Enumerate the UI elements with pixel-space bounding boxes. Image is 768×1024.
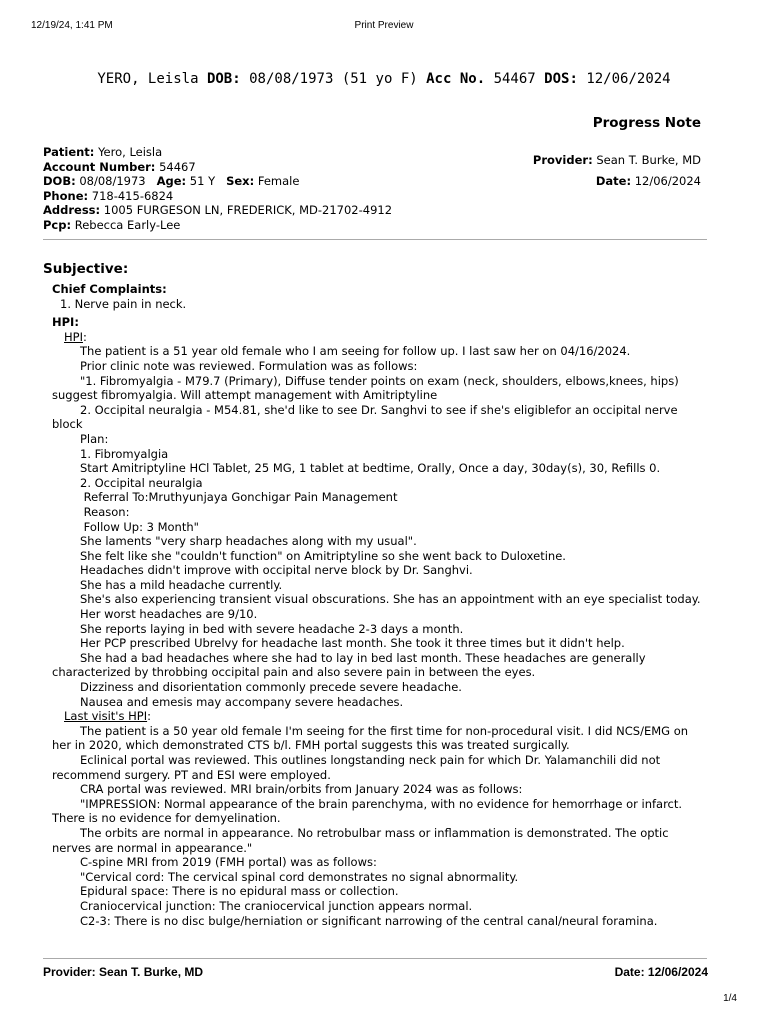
footer-divider — [43, 958, 707, 959]
hpi-line: 2. Occipital neuralgia - M54.81, she'd like to see Dr. Sanghvi to see if she's eligiblefor an occipital nerve — [80, 402, 678, 417]
account-value: 54467 — [159, 159, 196, 174]
provider-value: Sean T. Burke, MD — [596, 153, 701, 167]
title-acc-label: Acc No. — [426, 71, 486, 87]
hpi-line: Her PCP prescribed Ubrelvy for headache last month. She took it three times but it didn't help. — [80, 636, 625, 651]
patient-label: Patient: — [43, 145, 95, 159]
last-visit-line: C2-3: There is no disc bulge/herniation or significant narrowing of the central canal/neural foramina. — [80, 913, 658, 928]
last-visit-line: CRA portal was reviewed. MRI brain/orbits from January 2024 was as follows: — [80, 782, 523, 797]
title-acc-value: 54467 — [493, 71, 536, 87]
last-visit-line: Epidural space: There is no epidural mass or collection. — [80, 884, 399, 899]
hpi-line: She has a mild headache currently. — [80, 577, 283, 592]
address-label: Address: — [43, 203, 101, 218]
hpi-label: HPI: — [52, 315, 79, 330]
last-visit-line: The orbits are normal in appearance. No retrobulbar mass or inflammation is demonstrated. The optic — [80, 825, 669, 840]
hpi-sub-heading: HPI: — [64, 329, 87, 344]
provider-row — [533, 153, 701, 167]
hpi-line: The patient is a 51 year old female who I am seeing for follow up. I last saw her on 04/16/2024. — [80, 344, 631, 359]
patient-info-block — [43, 145, 392, 233]
hpi-line: She's also experiencing transient visual obscurations. She has an appointment with an eye specialist today. — [80, 592, 701, 607]
address-row — [43, 203, 392, 218]
hpi-line: Follow Up: 3 Month" — [80, 519, 199, 534]
pcp-value: Rebecca Early-Lee — [74, 217, 181, 232]
title-dos-label: DOS: — [544, 71, 578, 87]
provider-label: Provider: — [532, 153, 593, 167]
phone-row — [43, 189, 392, 204]
hpi-text — [52, 344, 702, 709]
hpi-line: Plan: — [80, 431, 109, 446]
last-visit-line: The patient is a 50 year old female I'm seeing for the first time for non-procedural visit. I did NCS/EMG on — [80, 723, 689, 738]
last-visit-text — [52, 724, 702, 928]
chief-complaints-label: Chief Complaints: — [52, 282, 167, 296]
footer-date: Date: 12/06/2024 — [614, 965, 708, 979]
hpi-line: suggest fibromyalgia. Will attempt management with Amitriptyline — [52, 388, 438, 403]
sex-label: Sex: — [226, 174, 255, 189]
hpi-line: Reason: — [80, 504, 130, 519]
dob-label: DOB: — [43, 174, 76, 189]
hpi-line: She reports laying in bed with severe headache 2-3 days a month. — [80, 621, 464, 636]
print-title: Print Preview — [354, 20, 414, 31]
hpi-line: Nausea and emesis may accompany severe headaches. — [80, 694, 404, 709]
chief-complaint-item: 1. Nerve pain in neck. — [60, 296, 187, 311]
title-dob-value: 08/08/1973 (51 yo F) — [249, 71, 418, 87]
last-visit-line: Eclinical portal was reviewed. This outlines longstanding neck pain for which Dr. Yalamanchili did not — [80, 753, 661, 767]
patient-title-line — [0, 71, 768, 87]
note-date-value: 12/06/2024 — [634, 174, 701, 188]
hpi-line: block — [52, 417, 83, 432]
title-patient-name: YERO, Leisla — [97, 71, 199, 87]
hpi-line: Headaches didn't improve with occipital nerve block by Dr. Sanghvi. — [80, 563, 473, 578]
hpi-line: Start Amitriptyline HCl Tablet, 25 MG, 1 tablet at bedtime, Orally, Once a day, 30day(s), 30, Refills 0. — [80, 461, 661, 476]
hpi-line: Dizziness and disorientation commonly precede severe headache. — [80, 680, 462, 695]
hpi-line: Referral To:Mruthyunjaya Gonchigar Pain Management — [80, 490, 398, 505]
subjective-body — [52, 282, 702, 928]
dob-value: 08/08/1973 — [79, 174, 146, 189]
last-visit-line: Craniocervical junction: The craniocervical junction appears normal. — [80, 898, 473, 913]
sex-value: Female — [257, 174, 300, 189]
last-visit-line: recommend surgery. PT and ESI were employed. — [52, 767, 331, 782]
hpi-line: Her worst headaches are 9/10. — [80, 607, 258, 622]
hpi-line: characterized by throbbing occipital pain and also severe pain in between the eyes. — [52, 665, 536, 680]
pcp-label: Pcp: — [43, 217, 72, 232]
subjective-heading: Subjective: — [43, 261, 129, 277]
age-value: 51 Y — [189, 174, 216, 189]
patient-name-value: Yero, Leisla — [98, 145, 163, 159]
age-label: Age: — [156, 174, 187, 189]
hpi-line: 1. Fibromyalgia — [80, 446, 169, 461]
last-visit-heading: Last visit's HPI: — [64, 709, 151, 724]
title-dob-label: DOB: — [206, 71, 241, 87]
document-type-heading: Progress Note — [592, 115, 701, 131]
account-number-row — [43, 160, 392, 175]
hpi-line: 2. Occipital neuralgia — [80, 475, 203, 490]
last-visit-line: her in 2020, which demonstrated CTS b/l. FMH portal suggests this was treated surgically. — [52, 738, 570, 753]
footer-provider: Provider: Sean T. Burke, MD — [43, 965, 204, 979]
title-dos-value: 12/06/2024 — [586, 71, 671, 87]
hpi-line: "1. Fibromyalgia - M79.7 (Primary), Diffuse tender points on exam (neck, shoulders, elbows,knees, hips) — [80, 373, 679, 388]
page-number: 1/4 — [723, 993, 737, 1004]
last-visit-line: "Cervical cord: The cervical spinal cord demonstrates no signal abnormality. — [80, 869, 519, 884]
last-visit-line: "IMPRESSION: Normal appearance of the brain parenchyma, with no evidence for hemorrhage or infarct. — [80, 796, 683, 811]
last-visit-line: nerves are normal in appearance." — [52, 840, 253, 855]
pcp-row — [43, 218, 392, 233]
address-value: 1005 FURGESON LN, FREDERICK, MD-21702-4912 — [103, 203, 393, 218]
note-date-row — [596, 174, 701, 188]
hpi-line: Prior clinic note was reviewed. Formulation was as follows: — [80, 358, 418, 373]
last-visit-line: C-spine MRI from 2019 (FMH portal) was as follows: — [80, 855, 377, 870]
patient-name-row — [43, 145, 392, 160]
dob-age-sex-row — [43, 174, 392, 189]
last-visit-line: There is no evidence for demyelination. — [52, 811, 281, 826]
phone-label: Phone: — [43, 188, 89, 203]
note-date-label: Date: — [595, 174, 632, 188]
hpi-line: She felt like she "couldn't function" on Amitriptyline so she went back to Duloxetine. — [80, 548, 566, 563]
print-datetime: 12/19/24, 1:41 PM — [31, 20, 113, 31]
hpi-line: She had a bad headaches where she had to lay in bed last month. These headaches are generally — [80, 650, 646, 665]
account-label: Account Number: — [43, 159, 156, 174]
phone-value: 718-415-6824 — [91, 188, 174, 203]
header-divider — [43, 239, 707, 240]
hpi-line: She laments "very sharp headaches along with my usual". — [80, 534, 417, 549]
